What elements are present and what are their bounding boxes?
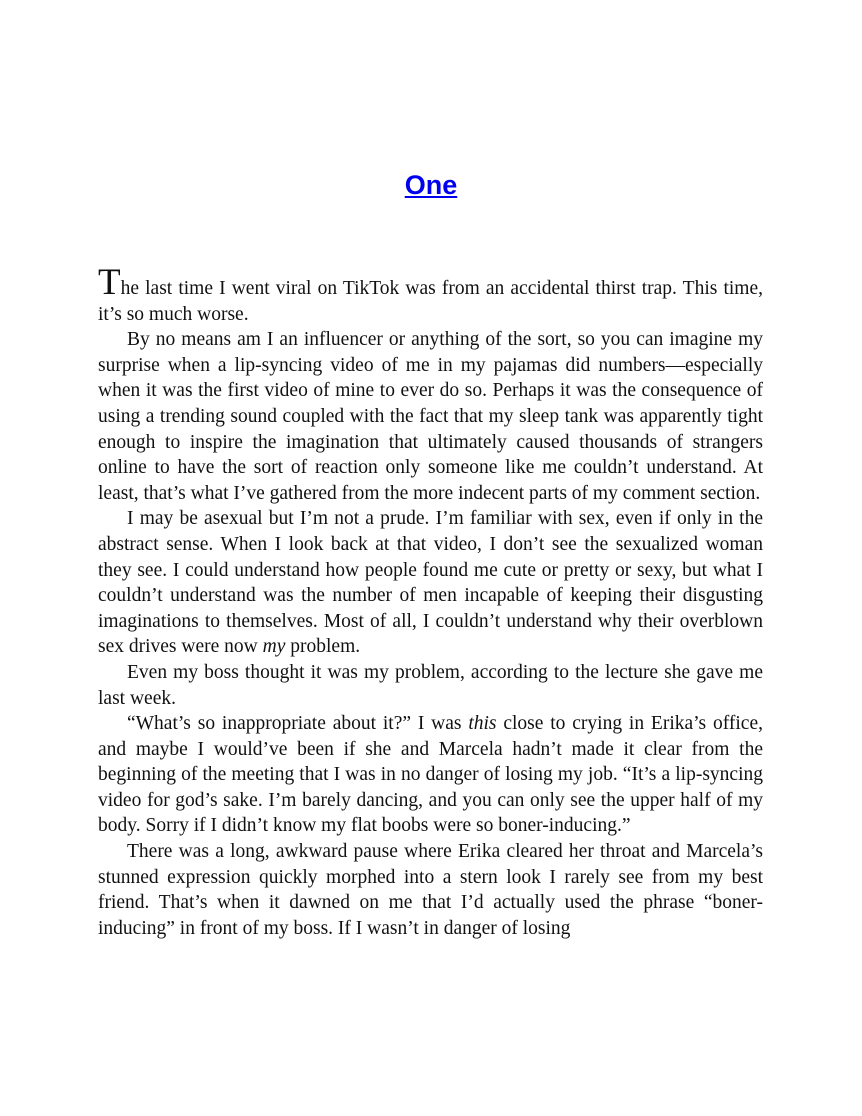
paragraph-5-emphasis: this [468,713,497,735]
paragraph-2: By no means am I an influencer or anything of the sort, so you can imagine my surprise when a lip-syncing video of me in my pajamas did numbers—especially when it was the first video of mine to ever do so. Perhaps it was the consequence of using a trending sound coupled with the fact that my sleep tank was apparently tight enough to inspire the imagination that ultimately caused thousands of strangers online to have the sort of reaction only someone like me couldn’t understand. At least, that’s what I’ve gathered from the more indecent parts of my comment section. [98,329,763,504]
paragraph-5-text-a: “What’s so inappropriate about it?” I was [127,713,469,735]
paragraph-1 [98,262,763,327]
chapter-body [98,262,763,941]
chapter-title-link[interactable]: One [404,170,458,200]
paragraph-3-text-b: problem. [285,636,361,658]
paragraph-5-text-b: close to crying in Erika’s office, and maybe I would’ve been if she and Marcela hadn’t made it clear from the beginning of the meeting that I was in no danger of losing my job. “It’s a lip-syncing video for god’s sake. I’m barely dancing, and you can only see the upper half of my body. Sorry if I didn’t know my flat boobs were so boner-inducing.” [98,713,763,837]
paragraph-1-text: he last time I went viral on TikTok was from an accidental thirst trap. This time, it’s so much worse. [98,278,763,325]
paragraph-6: There was a long, awkward pause where Erika cleared her throat and Marcela’s stunned expression quickly morphed into a stern look I rarely see from my best friend. That’s when it dawned on me that I’d actually used the phrase “boner-inducing” in front of my boss. If I wasn’t in danger of losing [98,841,763,939]
paragraph-5 [98,711,763,839]
paragraph-3 [98,506,763,660]
chapter-title [0,168,862,202]
paragraph-4: Even my boss thought it was my problem, according to the lecture she gave me last week. [98,661,763,709]
paragraph-3-text-a: I may be asexual but I’m not a prude. I’m familiar with sex, even if only in the abstract sense. When I look back at that video, I don’t see the sexualized woman they see. I could understand how people found me cute or pretty or sexy, but what I couldn’t understand was the number of men incapable of keeping their disgusting imaginations to themselves. Most of all, I couldn’t understand why their overblown sex drives were now [98,508,763,658]
paragraph-3-emphasis: my [262,636,286,658]
drop-cap: T [98,262,121,303]
